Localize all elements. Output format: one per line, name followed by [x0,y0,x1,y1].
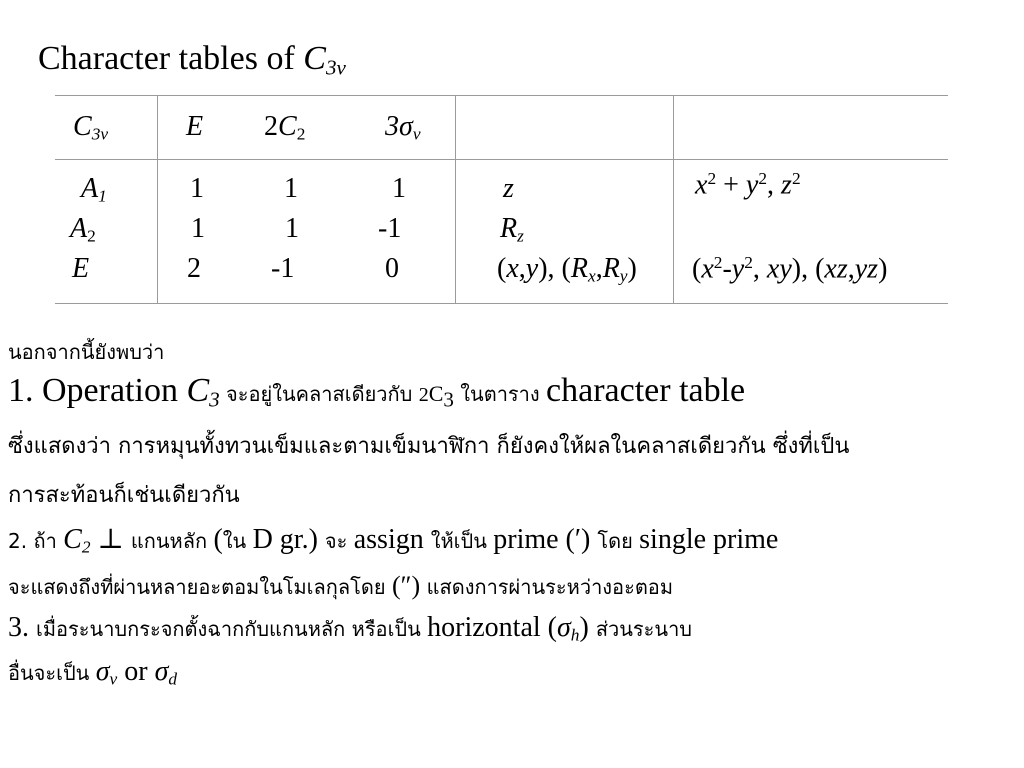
page-title: Character tables of $C_{3v}$ [38,40,346,80]
char-cell: 0 [385,253,399,284]
header-group-symbol: $C_{3v}$ [73,111,109,144]
row-label-a2: $A_2$ [70,213,96,246]
linear-function: $R_z$ [500,213,524,246]
char-cell: 1 [190,173,204,204]
point-1-explanation-cont: การสะท้อนก็เช่นเดียวกัน [8,483,240,508]
point-1-explanation: ซึ่งแสดงว่า การหมุนทั้งทวนเข็มและตามเข็มนาฬิกา ก็ยังคงให้ผลในคลาสเดียวกัน ซึ่งที่เป็น [8,434,850,459]
char-cell: -1 [378,213,402,244]
char-cell: 1 [191,213,205,244]
row-label-a1: $A_1$ [81,173,107,206]
table-col-divider [157,95,158,304]
point-3-line: 3. เมื่อระนาบกระจกตั้งฉากกับแกนหลัก หรือเป็น horizontal $(\sigma_h)$ ส่วนระนาบ [8,612,693,645]
table-col-divider [455,95,456,304]
point-1-line: 1. Operation $C_3$ จะอยู่ในคลาสเดียวกับ $2C_3$ ในตาราง character table [8,372,746,412]
row-label-e: E [72,253,90,284]
char-cell: 1 [285,213,299,244]
perpendicular-symbol: ⊥ [90,524,131,555]
header-class-sigma: $3\sigma_v$ [385,111,421,144]
table-col-divider [673,95,674,304]
linear-function: z [503,173,514,204]
char-cell: 1 [284,173,298,204]
linear-function: (x,y), $(R_x,R_y)$ [497,253,637,286]
char-cell: -1 [271,253,295,284]
point-3-line-cont: อื่นจะเป็น $\sigma_v$ or $\sigma_d$ [8,656,178,689]
quadratic-function: ($x^2-y^2$, xy), (xz,yz) [692,253,888,285]
intro-line: นอกจากนี้ยังพบว่า [8,340,165,364]
table-bottom-rule [55,303,948,304]
table-header-rule [55,159,948,160]
header-class-e: E [186,111,204,142]
header-class-c2: $2C_2$ [264,111,306,144]
point-2-explanation: จะแสดงถึงที่ผ่านหลายอะตอมในโมเลกุลโดย (″) แสดงการผ่านระหว่างอะตอม [8,571,673,600]
point-2-line: 2. ถ้า $C_2$ ⊥ แกนหลัก (ใน D gr.) จะ assign ให้เป็น prime (′) โดย single prime [8,524,779,557]
character-table [55,95,948,304]
char-cell: 2 [187,253,201,284]
quadratic-function: $x^2 + y^2$, $z^2$ [695,169,801,201]
table-top-rule [55,95,948,96]
char-cell: 1 [392,173,406,204]
